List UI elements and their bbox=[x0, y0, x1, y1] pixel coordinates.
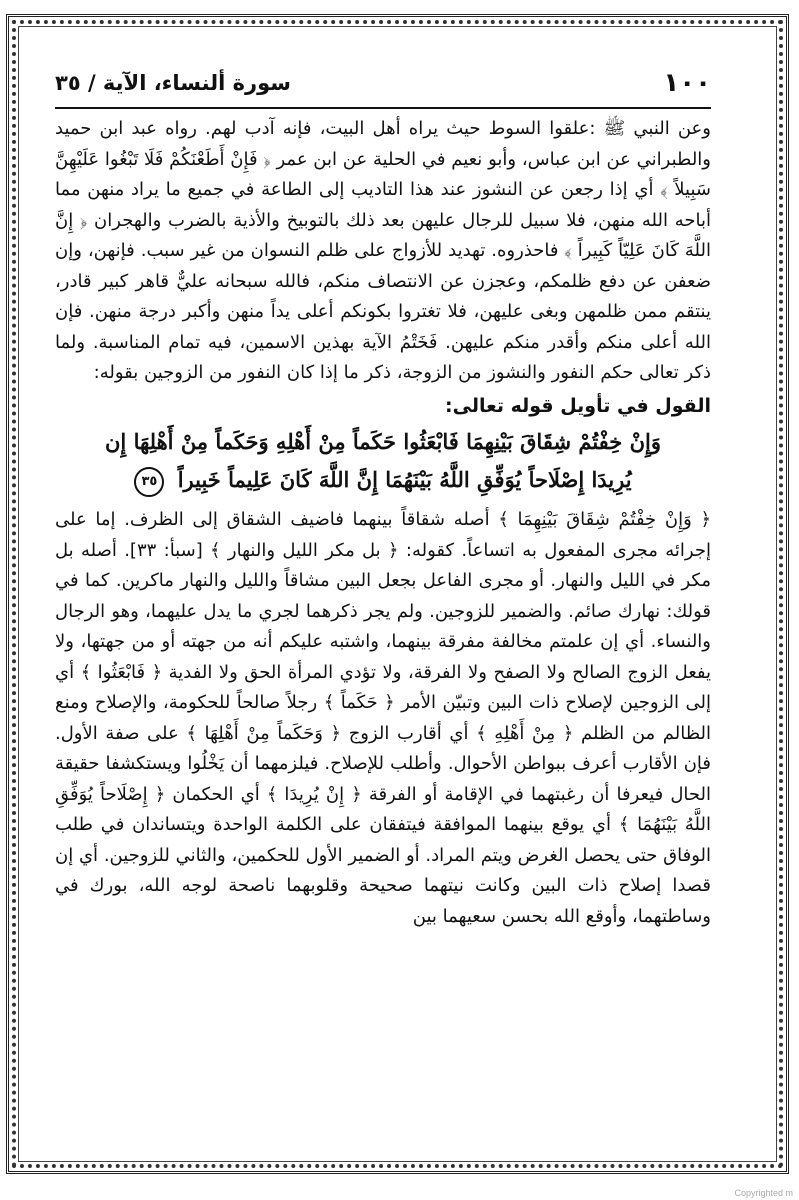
section-heading: القول في تأويل قوله تعالى: bbox=[445, 394, 711, 417]
quran-verse bbox=[55, 423, 711, 499]
page-header bbox=[55, 66, 711, 100]
verse-line-2-text: يُرِيدَا إِصْلَاحاً يُوَفِّقِ اللَّهُ بَيْنَهُمَا إِنَّ اللَّهَ كَانَ عَلِيماً خَبِيراً bbox=[177, 467, 632, 492]
surah-title: سورة ألنساء، الآية / ٣٥ bbox=[55, 71, 291, 95]
paragraph-commentary-2: ﴿ وَإِنْ خِفْتُمْ شِقَاقَ بَيْنِهِمَا ﴾ أصله شقاقاً بينهما فاضيف الشقاق إلى الظرف. إما على إجرائه مجرى المفعول به اتساعاً. كقوله: ﴿ بل مكر الليل والنهار ﴾ [سبأ: ٣٣]. أصله بل مكر في الليل والنهار. أو مجرى الفاعل بجعل البين مشاقاً والليل والنهار ماكرين. كما في قولك: نهارك صائم. والضمير للزوجين. ولم يجر ذكرهما لجري ما يدل عليهما، وهو الرجال والنساء. أي إن علمتم مخالفة مفرقة بينهما، واشتبه عليكم أنه من جهته أو من جهتها، ولا يفعل الزوج الصالح ولا الصفح ولا الفرقة، ولا تؤدي المرأة الحق ولا الفدية ﴿ فَابْعَثُوا ﴾ أي إلى الزوجين لإصلاح ذات البين وتبيّن الأمر ﴿ حَكَماً ﴾ رجلاً صالحاً للحكومة، والإصلاح ومنع الظالم من الظلم ﴿ مِنْ أَهْلِهِ ﴾ أي أقارب الزوج ﴿ وَحَكَماً مِنْ أَهْلِهَا ﴾ على صفة الأول. فإن الأقارب أعرف ببواطن الأحوال. وأطلب للإصلاح. فيلزمهما أن يَخْلُوا ويستكشفا حقيقة الحال فيعرفا أن رغبتهما في الإقامة أو الفرقة ﴿ إِنْ يُرِيدَا ﴾ أي الحكمان ﴿ إِصْلَاحاً يُوَفِّقِ اللَّهُ بَيْنَهُمَا ﴾ أي يوقع بينهما الموافقة فيتفقان على الكلمة الواحدة ويتساندان في طلب الوفاق حتى يحصل الغرض ويتم المراد. أو الضمير الأول للحكمين، والثاني للزوجين. أي إن قصدا إصلاح ذات البين وكانت نيتهما صحيحة وقلوبهما ناصحة لوجه الله، بورك في وساطتهما، وأوقع الله بحسن سعيهما بين bbox=[55, 509, 711, 927]
page-body bbox=[55, 114, 711, 1142]
verse-line-1: وَإِنْ خِفْتُمْ شِقَاقَ بَيْنِهِمَا فَابْعَثُوا حَكَماً مِنْ أَهْلِهِ وَحَكَماً مِنْ أَهْلِهَا إِن bbox=[105, 429, 661, 454]
page-number: ١٠٠ bbox=[663, 68, 711, 98]
paragraph-commentary-1: وعن النبي ﷺ :علقوا السوط حيث يراه أهل البيت، فإنه آدب لهم. رواه عبد ابن حميد والطبراني عن ابن عباس، وأبو نعيم في الحلية عن ابن عمر ﴿ فَإِنْ أَطَعْنَكُمْ فَلَا تَبْغُوا عَلَيْهِنَّ سَبِيلاً ﴾ أي إذا رجعن عن النشوز عند هذا التاديب إلى الطاعة في جميع ما يراد منهن مما أباحه الله منهن، فلا سبيل للرجال عليهن بعد ذلك بالتوبيخ والأذية بالضرب والهجران ﴿ إِنَّ اللَّهَ كَانَ عَلِيّاً كَبِيراً ﴾ فاحذروه. تهديد للأزواج على ظلم النسوان من غير سبب. فإنهن، وإن ضعفن عن دفع ظلمكم، وعجزن عن الانتصاف منكم، فالله سبحانه عليٌّ قاهر كبير قادر، ينتقم ممن ظلمهن وبغى عليهن، فلا تغتروا بكونكم أعلى يداً منهن وأكبر درجة منهن. فإن الله أعلى منكم وأقدر منكم عليهن. فَخَتْمُ الآية بهذين الاسمين، فيه تمام المناسبة. ولما ذكر تعالى حكم النفور والنشوز من الزوجة، ذكر ما إذا كان النفور من الزوجين بقوله: bbox=[55, 118, 711, 383]
verse-line-2 bbox=[55, 461, 711, 499]
copyright-watermark: Copyrighted m bbox=[734, 1188, 793, 1198]
header-divider bbox=[55, 107, 711, 109]
verse-number-badge: ٣٥ bbox=[134, 467, 164, 497]
